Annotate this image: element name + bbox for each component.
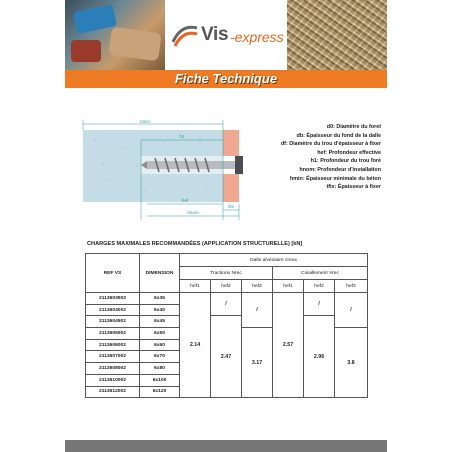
table-cell-dim: 6x70 xyxy=(140,351,180,363)
table-cell-ref: 2113604002 xyxy=(86,304,140,316)
sub-header-c-hef2: hef2 xyxy=(304,280,335,293)
value-t-hef1: 2.14 xyxy=(180,293,211,398)
table-title: CHARGES MAXIMALES RECOMMANDÉES (APPLICATION STRUCTURELLE) [kN] xyxy=(87,241,303,247)
table-cell-ref: 2113608002 xyxy=(86,363,140,375)
header-group: Dalle alvéolaire creux xyxy=(180,254,368,267)
table-cell-ref: 2113604502 xyxy=(86,316,140,328)
diagram-legend xyxy=(245,123,381,192)
anchor-diagram xyxy=(75,120,245,230)
value-c-hef1: 2.57 xyxy=(273,293,304,398)
table-cell-ref: 2113605002 xyxy=(86,328,140,340)
table-cell-dim: 6x100 xyxy=(140,374,180,386)
technical-sheet xyxy=(65,0,387,452)
legend-item-hef: hef: Profondeur effective xyxy=(317,149,381,156)
table-cell-ref: 2113606002 xyxy=(86,339,140,351)
table-cell-dim: 6x50 xyxy=(140,328,180,340)
logo-text-express: -express xyxy=(230,29,284,45)
logo-text-vis: Vis xyxy=(201,24,229,45)
table-cell-dim: 6x40 xyxy=(140,304,180,316)
table-cell-ref: 2113607002 xyxy=(86,351,140,363)
value-t-hef3: 3.17 xyxy=(242,328,273,398)
title-band xyxy=(65,70,387,88)
table-cell-ref: 2113603502 xyxy=(86,293,140,305)
legend-item-hmin: hmin: Épaisseur minimale du béton xyxy=(289,175,381,182)
table-cell-dim: 6x45 xyxy=(140,316,180,328)
footer-bar xyxy=(65,440,387,452)
legend-item-hnom: hnom: Profondeur d'installation xyxy=(299,166,381,173)
label-hmin: hmin xyxy=(140,120,150,124)
value-t-hef3-na: / xyxy=(242,293,273,328)
label-hnom: hnom xyxy=(187,210,199,215)
tools-photo xyxy=(65,0,165,70)
logo-swoosh-icon xyxy=(171,22,199,48)
value-t-hef2: 2.47 xyxy=(211,316,242,398)
value-t-hef2-na: / xyxy=(211,293,242,316)
sub-header-c-hef3: hef3 xyxy=(335,280,368,293)
legend-item-d0: d0: Diamètre du foret xyxy=(326,124,381,130)
table-cell-dim: 6x60 xyxy=(140,339,180,351)
sub-header-t-hef3: hef3 xyxy=(242,280,273,293)
screw-head xyxy=(235,156,243,174)
table-cell-ref: 2113612002 xyxy=(86,386,140,398)
legend-item-db: db: Épaisseur du fond de la dalle xyxy=(296,132,381,139)
legend-item-tfix: tfix: Épaisseur à fixer xyxy=(326,184,381,191)
sub-header-t-hef1: hef1 xyxy=(180,280,211,293)
header-dimension: DIMENSION xyxy=(140,254,180,293)
label-h1: h1 xyxy=(179,134,185,139)
header-banner xyxy=(65,0,387,70)
brand-logo xyxy=(165,0,287,70)
value-c-hef3: 3.8 xyxy=(335,328,368,398)
screws-photo xyxy=(287,0,387,70)
value-c-hef2: 2.96 xyxy=(304,316,335,398)
header-cisaillement: Cisaillement Vrec xyxy=(273,267,368,280)
legend-item-h1: h1: Profondeur du trou foré xyxy=(310,158,381,165)
table-cell-dim: 6x120 xyxy=(140,386,180,398)
header-ref: REF VS xyxy=(86,254,140,293)
table-cell-ref: 2113610002 xyxy=(86,374,140,386)
header-traction: Tractions Nrec xyxy=(180,267,273,280)
sub-header-t-hef2: hef2 xyxy=(211,280,242,293)
table-cell-dim: 6x80 xyxy=(140,363,180,375)
label-hef: hef xyxy=(181,198,189,203)
label-tfix: tfix xyxy=(228,204,234,209)
page-title: Fiche Technique xyxy=(174,71,278,86)
legend-item-df: df: Diamètre du trou d'épaisseur à fixer xyxy=(280,141,381,148)
screw-shank xyxy=(147,161,235,169)
load-table xyxy=(85,253,368,398)
value-c-hef2-na: / xyxy=(304,293,335,316)
value-c-hef3-na: / xyxy=(335,293,368,328)
table-cell-dim: 6x35 xyxy=(140,293,180,305)
sub-header-c-hef1: hef1 xyxy=(273,280,304,293)
